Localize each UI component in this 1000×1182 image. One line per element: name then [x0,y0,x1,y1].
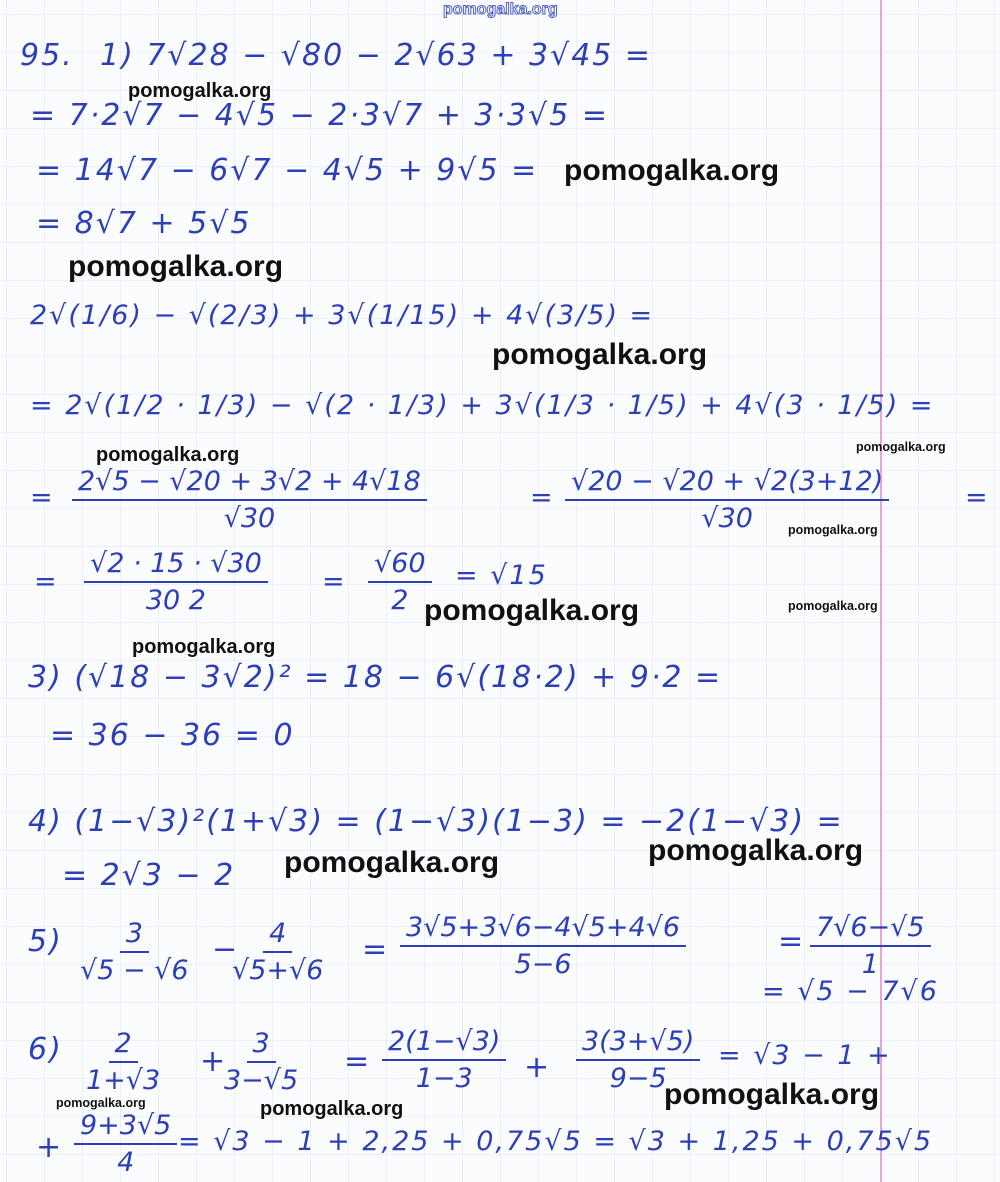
p2-line-2: = 2√(1/2 · 1/3) − √(2 · 1/3) + 3√(1/3 · 1/5) + 4√(3 · 1/5) = [30,390,935,421]
watermark: pomogalka.org [68,250,284,283]
p6-fraction-5-numerator: 9+3√5 [74,1110,177,1145]
p2-result: = √15 [455,560,548,591]
p2-fraction-2-numerator: √20 − √20 + √2(3+12) [565,466,889,501]
p6-fraction-4-numerator: 3(3+√5) [576,1026,700,1061]
p6-fraction-3-denominator: 1−3 [415,1063,473,1094]
p6-label: 6) [28,1032,63,1067]
p1-line-1: 1) 7√28 − √80 − 2√63 + 3√45 = [100,38,653,73]
p6-fraction-5 [74,1110,177,1178]
p3-line-2: = 36 − 36 = 0 [50,718,295,753]
watermark: pomogalka.org [856,440,946,454]
watermark: pomogalka.org [424,594,640,627]
watermark: pomogalka.org [564,154,780,187]
watermark: pomogalka.org [56,1096,146,1110]
watermark: pomogalka.org [788,523,878,537]
watermark: pomogalka.org [96,444,240,466]
p1-line-2: = 7·2√7 − 4√5 − 2·3√7 + 3·3√5 = [30,98,610,133]
p2-line-1: 2√(1/6) − √(2/3) + 3√(1/15) + 4√(3/5) = [30,300,655,331]
site-header-logo: pomogalka.org [443,1,558,18]
p5-fraction-4-numerator: 7√6−√5 [810,912,931,947]
p5-fraction-3-numerator: 3√5+3√6−4√5+4√6 [400,912,686,947]
p6-eq: = [344,1044,372,1079]
p4-line-2: = 2√3 − 2 [62,858,236,893]
p2-fraction-4-numerator: √60 [368,548,432,583]
p5-fraction-4-denominator: 1 [861,949,879,980]
watermark: pomogalka.org [284,846,500,879]
p6-fraction-5-denominator: 4 [117,1147,135,1178]
p2-fraction-4-denominator: 2 [391,585,409,616]
p1-line-4: = 8√7 + 5√5 [36,206,252,241]
p6-fraction-3-numerator: 2(1−√3) [382,1026,506,1061]
p5-eq: = [362,932,390,967]
p6-lead-plus: + [36,1130,64,1165]
problem-number: 95. [20,38,74,73]
watermark: pomogalka.org [664,1078,880,1111]
p2-fraction-1-denominator: √30 [223,503,276,534]
p2-fraction-3-denominator: 30 2 [145,585,206,616]
p2-eq-4: = [322,566,347,597]
p5-fraction-2 [232,918,323,986]
watermark: pomogalka.org [788,599,878,613]
watermark: pomogalka.org [492,338,708,371]
p3-line-1: 3) (√18 − 3√2)² = 18 − 6√(18·2) + 9·2 = [28,660,723,695]
p2-eq-1: = [30,482,55,513]
p6-fraction-1-numerator: 2 [109,1028,138,1063]
p1-line-3: = 14√7 − 6√7 − 4√5 + 9√5 = [36,153,539,188]
p5-label: 5) [28,924,63,959]
p5-fraction-3 [400,912,686,980]
p2-fraction-3 [84,548,268,616]
p2-fraction-4 [368,548,432,616]
watermark: pomogalka.org [648,834,864,867]
watermark: pomogalka.org [128,80,272,102]
p6-tail: = √3 − 1 + [718,1040,892,1071]
p2-eq-3: = [34,566,59,597]
p5-fraction-2-numerator: 4 [263,918,292,953]
p2-eq-end: = [965,482,990,513]
p6-final: = √3 − 1 + 2,25 + 0,75√5 = √3 + 1,25 + 0,75√5 [178,1126,934,1157]
p6-fraction-2 [224,1028,298,1096]
p2-eq-2: = [530,482,555,513]
p2-fraction-2-denominator: √30 [701,503,753,534]
p5-minus: − [212,932,240,967]
p5-fraction-1 [80,918,189,986]
p5-line-2: = √5 − 7√6 [762,976,939,1007]
p6-plus: + [200,1044,228,1079]
p5-fraction-4 [810,912,931,980]
p6-fraction-2-numerator: 3 [247,1028,276,1063]
p4-line-1: 4) (1−√3)²(1+√3) = (1−√3)(1−3) = −2(1−√3) = [28,804,844,839]
watermark: pomogalka.org [260,1098,404,1120]
p2-fraction-1-numerator: 2√5 − √20 + 3√2 + 4√18 [72,466,427,501]
p2-fraction-3-numerator: √2 · 15 · √30 [84,548,268,583]
p5-fraction-1-numerator: 3 [120,918,149,953]
p6-fraction-4-denominator: 9−5 [609,1063,667,1094]
p5-eq-2: = [778,924,806,959]
p5-fraction-1-denominator: √5 − √6 [80,955,189,986]
p6-fraction-2-denominator: 3−√5 [224,1065,299,1096]
watermark: pomogalka.org [132,636,276,658]
p6-plus-2: + [524,1050,552,1085]
p5-fraction-3-denominator: 5−6 [514,949,572,980]
p5-fraction-2-denominator: √5+√6 [232,955,324,986]
p2-fraction-1 [72,466,427,534]
p6-fraction-1-denominator: 1+√3 [86,1065,161,1096]
p6-fraction-3 [382,1026,506,1094]
p6-fraction-1 [86,1028,160,1096]
